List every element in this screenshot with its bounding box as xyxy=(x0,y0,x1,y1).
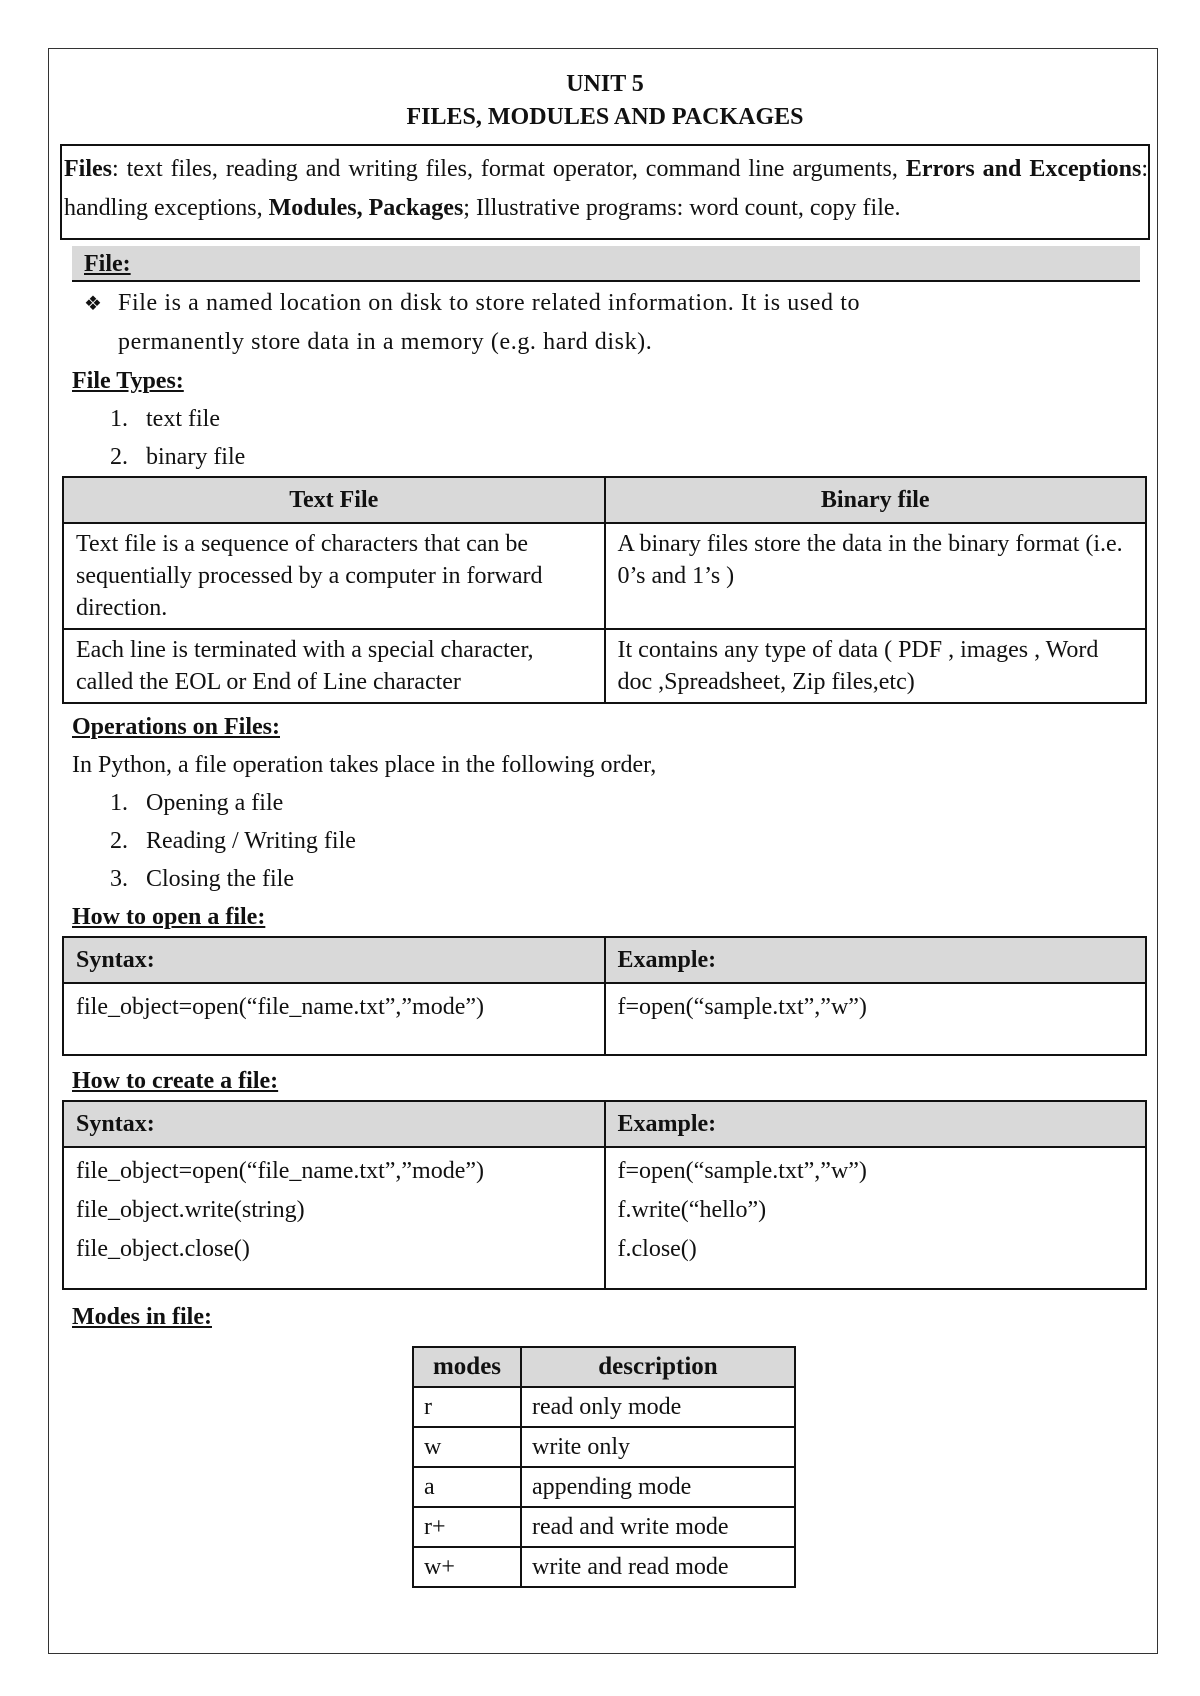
code-line: f.close() xyxy=(617,1236,697,1262)
list-item: 2. binary file xyxy=(110,444,246,470)
column-header-text-file: Text File xyxy=(63,477,605,523)
syllabus-errors-text: : handling exceptions, xyxy=(64,156,1148,221)
column-header-example: Example: xyxy=(605,1101,1147,1147)
column-header-syntax: Syntax: xyxy=(63,1101,605,1147)
diamond-bullet-icon: ❖ xyxy=(84,291,103,315)
example-cell xyxy=(605,1147,1147,1289)
column-header-binary-file: Binary file xyxy=(605,477,1147,523)
modes-table xyxy=(412,1346,796,1588)
table-cell: Text file is a sequence of characters that can be sequentially processed by a computer in forward direction. xyxy=(63,523,605,629)
file-heading: File: xyxy=(84,251,131,277)
table-header-row xyxy=(63,477,1146,523)
table-row xyxy=(413,1427,795,1467)
column-header-description: description xyxy=(521,1347,795,1387)
list-item: 1. text file xyxy=(110,406,220,432)
file-definition-line-2: permanently store data in a memory (e.g. hard disk). xyxy=(118,329,653,355)
description-cell: read and write mode xyxy=(521,1507,795,1547)
list-item-text: Reading / Writing file xyxy=(146,828,356,854)
mode-cell: a xyxy=(413,1467,521,1507)
list-item: 2. Reading / Writing file xyxy=(110,828,356,854)
column-header-syntax: Syntax: xyxy=(63,937,605,983)
code-line: f=open(“sample.txt”,”w”) xyxy=(617,994,867,1020)
syllabus-rest-text: ; Illustrative programs: word count, copy file. xyxy=(463,195,901,221)
code-line: file_object.close() xyxy=(76,1236,250,1262)
mode-cell: w xyxy=(413,1427,521,1467)
syntax-cell xyxy=(63,1147,605,1289)
operations-list xyxy=(60,784,1150,898)
unit-label: UNIT 5 xyxy=(566,71,644,97)
table-row xyxy=(413,1547,795,1587)
table-header-row xyxy=(63,1101,1146,1147)
list-item-text: text file xyxy=(146,406,220,432)
table-header-row xyxy=(63,937,1146,983)
create-file-heading: How to create a file: xyxy=(72,1068,279,1094)
description-cell: appending mode xyxy=(521,1467,795,1507)
table-row xyxy=(413,1387,795,1427)
syllabus-files-text: : text files, reading and writing files, format operator, command line arguments, xyxy=(112,156,906,182)
document-title xyxy=(60,68,1150,134)
list-item-text: Closing the file xyxy=(146,866,294,892)
unit-title: FILES, MODULES AND PACKAGES xyxy=(406,104,804,130)
modes-table-wrapper xyxy=(60,1346,1150,1588)
mode-cell: r xyxy=(413,1387,521,1427)
operations-heading: Operations on Files: xyxy=(72,714,280,740)
table-row xyxy=(63,983,1146,1055)
syntax-cell xyxy=(63,983,605,1055)
table-header-row xyxy=(413,1347,795,1387)
document-content xyxy=(60,68,1150,1588)
file-comparison-table xyxy=(62,476,1147,704)
table-row xyxy=(413,1467,795,1507)
open-file-table xyxy=(62,936,1147,1056)
file-types-heading: File Types: xyxy=(72,368,184,394)
table-cell: Each line is terminated with a special character, called the EOL or End of Line character xyxy=(63,629,605,703)
description-cell: write and read mode xyxy=(521,1547,795,1587)
file-definition-line-1: File is a named location on disk to store related information. It is used to xyxy=(118,290,861,316)
code-line: f.write(“hello”) xyxy=(617,1197,767,1223)
example-cell xyxy=(605,983,1147,1055)
column-header-example: Example: xyxy=(605,937,1147,983)
file-definition-bullet xyxy=(60,284,1150,362)
list-item-text: Opening a file xyxy=(146,790,284,816)
column-header-modes: modes xyxy=(413,1347,521,1387)
code-line: f=open(“sample.txt”,”w”) xyxy=(617,1158,867,1184)
open-file-heading: How to open a file: xyxy=(72,904,266,930)
syllabus-box xyxy=(60,144,1150,240)
list-item: 1. Opening a file xyxy=(110,790,284,816)
table-row xyxy=(63,523,1146,629)
create-file-table xyxy=(62,1100,1147,1290)
mode-cell: w+ xyxy=(413,1547,521,1587)
syllabus-modules-label: Modules, Packages xyxy=(268,195,464,221)
syllabus-errors-label: Errors and Exceptions xyxy=(905,156,1142,182)
file-section-bar xyxy=(72,246,1140,282)
description-cell: write only xyxy=(521,1427,795,1467)
list-item-text: binary file xyxy=(146,444,246,470)
table-cell: It contains any type of data ( PDF , images , Word doc ,Spreadsheet, Zip files,etc) xyxy=(605,629,1147,703)
modes-heading: Modes in file: xyxy=(72,1304,212,1330)
table-row xyxy=(63,1147,1146,1289)
table-row xyxy=(63,629,1146,703)
table-row xyxy=(413,1507,795,1547)
table-cell: A binary files store the data in the binary format (i.e. 0’s and 1’s ) xyxy=(605,523,1147,629)
code-line: file_object=open(“file_name.txt”,”mode”) xyxy=(76,994,485,1020)
mode-cell: r+ xyxy=(413,1507,521,1547)
code-line: file_object=open(“file_name.txt”,”mode”) xyxy=(76,1158,485,1184)
code-line: file_object.write(string) xyxy=(76,1197,305,1223)
operations-intro: In Python, a file operation takes place in the following order, xyxy=(72,752,657,778)
description-cell: read only mode xyxy=(521,1387,795,1427)
syllabus-files-label: Files xyxy=(64,156,112,182)
list-item: 3. Closing the file xyxy=(110,866,294,892)
file-types-list xyxy=(60,400,1150,476)
